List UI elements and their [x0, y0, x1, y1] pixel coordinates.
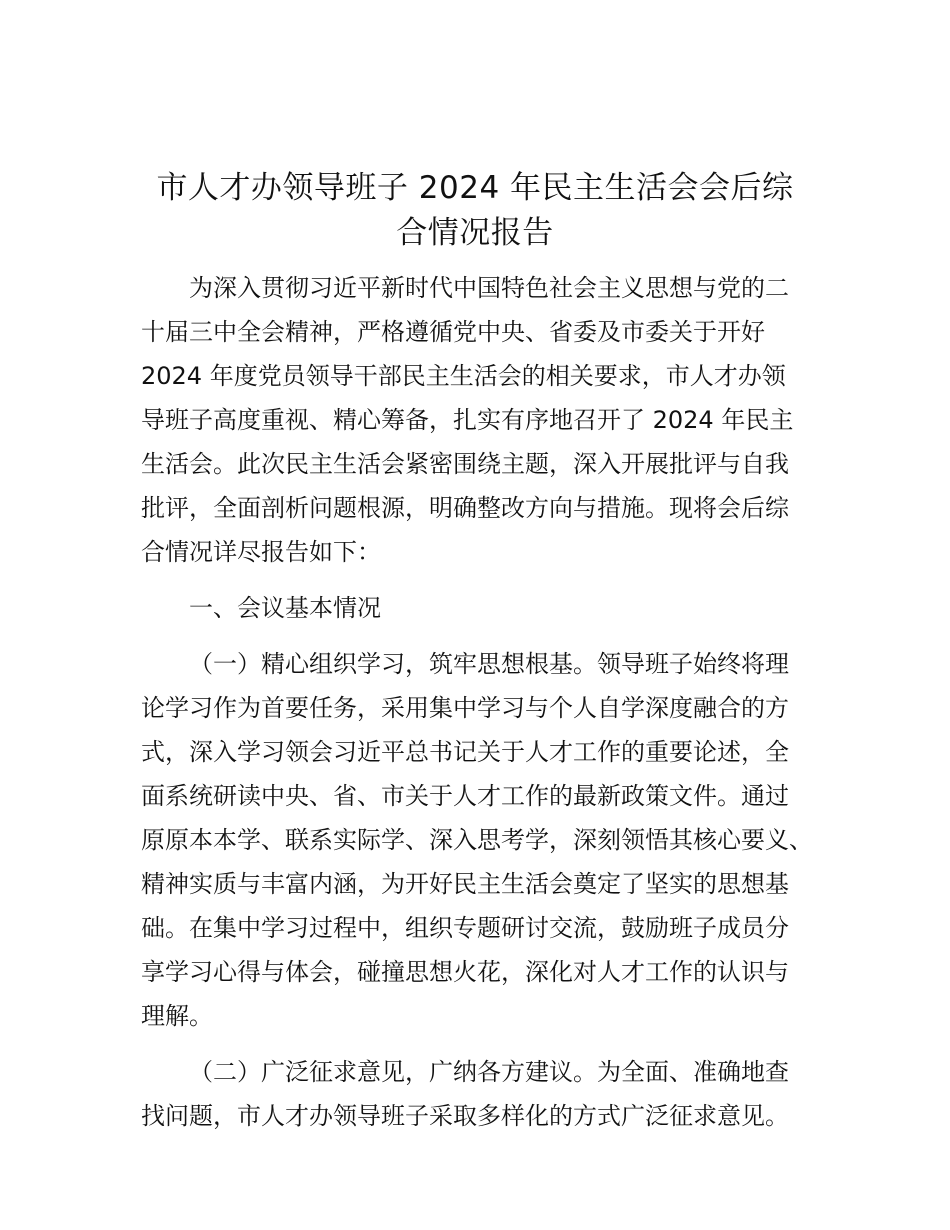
paragraph-opinions [141, 1050, 821, 1138]
paragraph-line: 2024 年度党员领导干部民主生活会的相关要求，市人才办领 [141, 362, 786, 390]
paragraph-line: 式，深入学习领会习近平总书记关于人才工作的重要论述，全 [141, 738, 789, 766]
paragraph-line: 精神实质与丰富内涵，为开好民主生活会奠定了坚实的思想基 [141, 870, 789, 898]
paragraph-line: 础。在集中学习过程中，组织专题研讨交流，鼓励班子成员分 [141, 914, 789, 942]
paragraph-line: （二）广泛征求意见，广纳各方建议。为全面、准确地查 [189, 1058, 789, 1086]
paragraph-line: 导班子高度重视、精心筹备，扎实有序地召开了 2024 年民主 [141, 406, 794, 434]
paragraph-line: 理解。 [141, 1002, 213, 1030]
paragraph-line: 合情况详尽报告如下： [141, 538, 381, 566]
paragraph-line: 批评，全面剖析问题根源，明确整改方向与措施。现将会后综 [141, 494, 789, 522]
document-body [141, 266, 821, 1150]
paragraph-study [141, 642, 821, 1038]
paragraph-line: 找问题，市人才办领导班子采取多样化的方式广泛征求意见。 [141, 1102, 789, 1130]
paragraph-intro [141, 266, 821, 574]
paragraph-line: 论学习作为首要任务，采用集中学习与个人自学深度融合的方 [141, 694, 789, 722]
paragraph-line: 原原本本学、联系实际学、深入思考学，深刻领悟其核心要义、 [141, 826, 813, 854]
paragraph-line: 面系统研读中央、省、市关于人才工作的最新政策文件。通过 [141, 782, 789, 810]
paragraph-line: 为深入贯彻习近平新时代中国特色社会主义思想与党的二 [189, 274, 789, 302]
paragraph-line: 生活会。此次民主生活会紧密围绕主题，深入开展批评与自我 [141, 450, 789, 478]
title-line-1: 市人才办领导班子 2024 年民主生活会会后综 [156, 170, 794, 206]
section-heading-1 [141, 586, 821, 630]
title-line-2: 合情况报告 [396, 215, 554, 251]
paragraph-line: （一）精心组织学习，筑牢思想根基。领导班子始终将理 [189, 650, 789, 678]
document-title [120, 166, 830, 256]
section-heading-text: 一、会议基本情况 [189, 594, 381, 622]
paragraph-line: 十届三中全会精神，严格遵循党中央、省委及市委关于开好 [141, 318, 765, 346]
paragraph-line: 享学习心得与体会，碰撞思想火花，深化对人才工作的认识与 [141, 958, 789, 986]
